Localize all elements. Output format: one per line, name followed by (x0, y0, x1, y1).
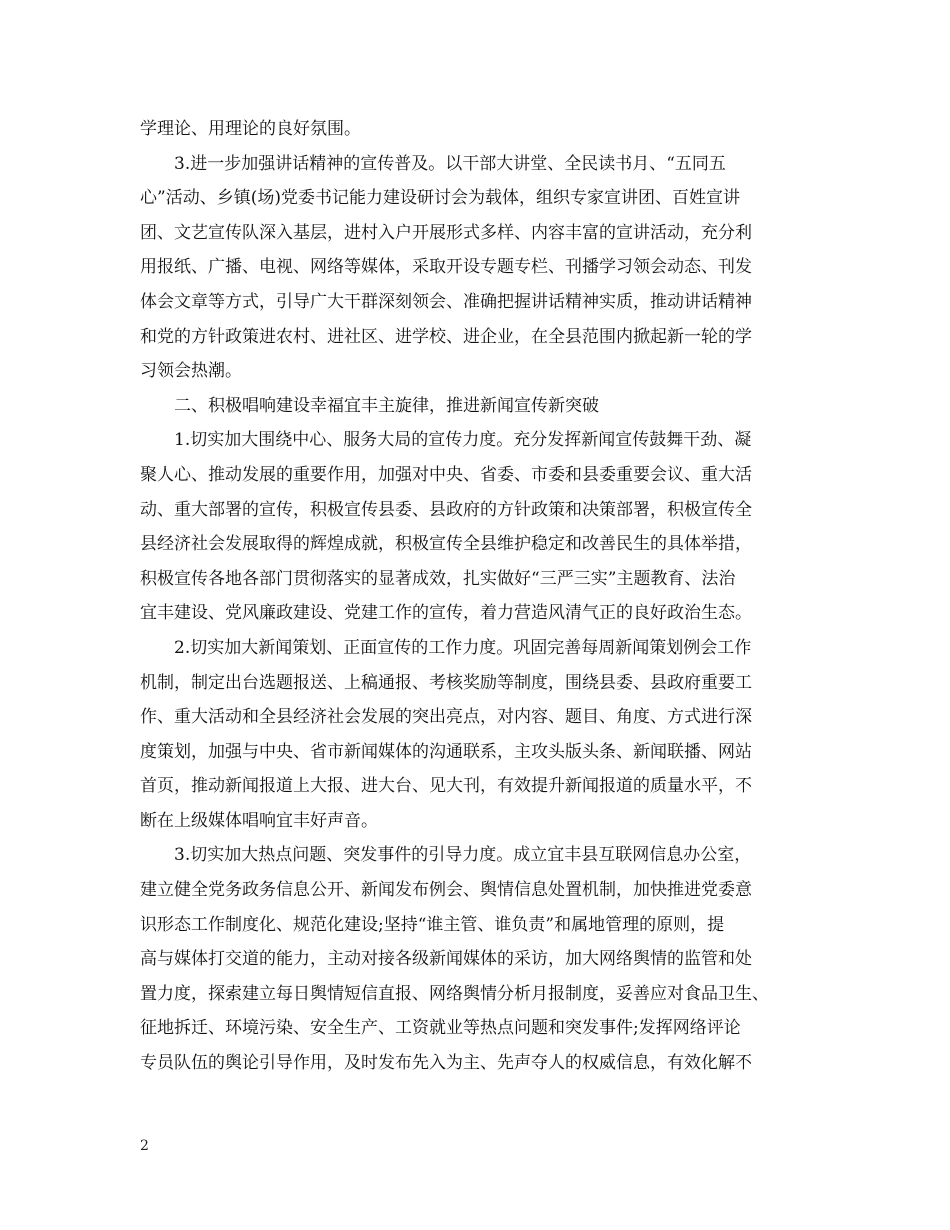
text-line: 度策划，加强与中央、省市新闻媒体的沟通联系，主攻头版头条、新闻联播、网站 (140, 741, 752, 762)
text-line: 识形态工作制度化、规范化建设;坚持“谁主管、谁负责”和属地管理的原则，提 (140, 914, 725, 935)
page-number: 2 (140, 1138, 149, 1154)
text-line: 建立健全党务政务信息公开、新闻发布例会、舆情信息处置机制，加快推进党委意 (140, 880, 752, 901)
text-line: 专员队伍的舆论引导作用，及时发布先入为主、先声夺人的权威信息，有效化解不 (140, 1053, 752, 1074)
text-line: 首页，推动新闻报道上大报、进大台、见大刊，有效提升新闻报道的质量水平，不 (140, 776, 752, 797)
paragraph-start: 1.切实加大围绕中心、服务大局的宣传力度。充分发挥新闻宣传鼓舞干劲、凝 (174, 430, 752, 451)
text-line: 断在上级媒体唱响宜丰好声音。 (140, 810, 378, 831)
text-line: 机制，制定出台选题报送、上稿通报、考核奖励等制度，围绕县委、县政府重要工 (140, 672, 752, 693)
text-line: 体会文章等方式，引导广大干群深刻领会、准确把握讲话精神实质，推动讲话精神 (140, 291, 752, 312)
text-line: 心”活动、乡镇(场)党委书记能力建设研讨会为载体，组织专家宣讲团、百姓宣讲 (140, 188, 740, 209)
text-line: 和党的方针政策进农村、进社区、进学校、进企业，在全县范围内掀起新一轮的学 (140, 326, 752, 347)
text-line: 作、重大活动和全县经济社会发展的突出亮点，对内容、题目、角度、方式进行深 (140, 707, 752, 728)
section-heading: 二、积极唱响建设幸福宜丰主旋律，推进新闻宣传新突破 (174, 395, 599, 416)
text-line: 宜丰建设、党风廉政建设、党建工作的宣传，着力营造风清气正的良好政治生态。 (140, 603, 752, 624)
document-body (140, 112, 816, 1081)
text-line: 征地拆迁、环境污染、安全生产、工资就业等热点问题和突发事件;发挥网络评论 (140, 1018, 741, 1039)
text-line: 用报纸、广播、电视、网络等媒体，采取开设专题专栏、刊播学习领会动态、刊发 (140, 257, 752, 278)
paragraph-start: 3.切实加大热点问题、突发事件的引导力度。成立宜丰县互联网信息办公室， (174, 845, 752, 866)
text-line: 动、重大部署的宣传，积极宣传县委、县政府的方针政策和决策部署，积极宣传全 (140, 499, 752, 520)
text-line: 县经济社会发展取得的辉煌成就，积极宣传全县维护稳定和改善民生的具体举措， (140, 534, 752, 555)
text-line: 习领会热潮。 (140, 361, 242, 382)
paragraph-start: 3.进一步加强讲话精神的宣传普及。以干部大讲堂、全民读书月、“五同五 (174, 153, 726, 174)
text-line: 积极宣传各地各部门贯彻落实的显著成效，扎实做好“三严三实”主题教育、法治 (140, 568, 736, 589)
text-line: 学理论、用理论的良好氛围。 (140, 119, 361, 139)
paragraph-start: 2.切实加大新闻策划、正面宣传的工作力度。巩固完善每周新闻策划例会工作 (174, 637, 752, 658)
text-line: 高与媒体打交道的能力，主动对接各级新闻媒体的采访，加大网络舆情的监管和处 (140, 949, 752, 970)
text-line: 置力度，探索建立每日舆情短信直报、网络舆情分析月报制度，妥善应对食品卫生、 (140, 983, 769, 1004)
text-line: 团、文艺宣传队深入基层，进村入户开展形式多样、内容丰富的宣讲活动，充分利 (140, 222, 752, 243)
text-line: 聚人心、推动发展的重要作用，加强对中央、省委、市委和县委重要会议、重大活 (140, 464, 752, 485)
